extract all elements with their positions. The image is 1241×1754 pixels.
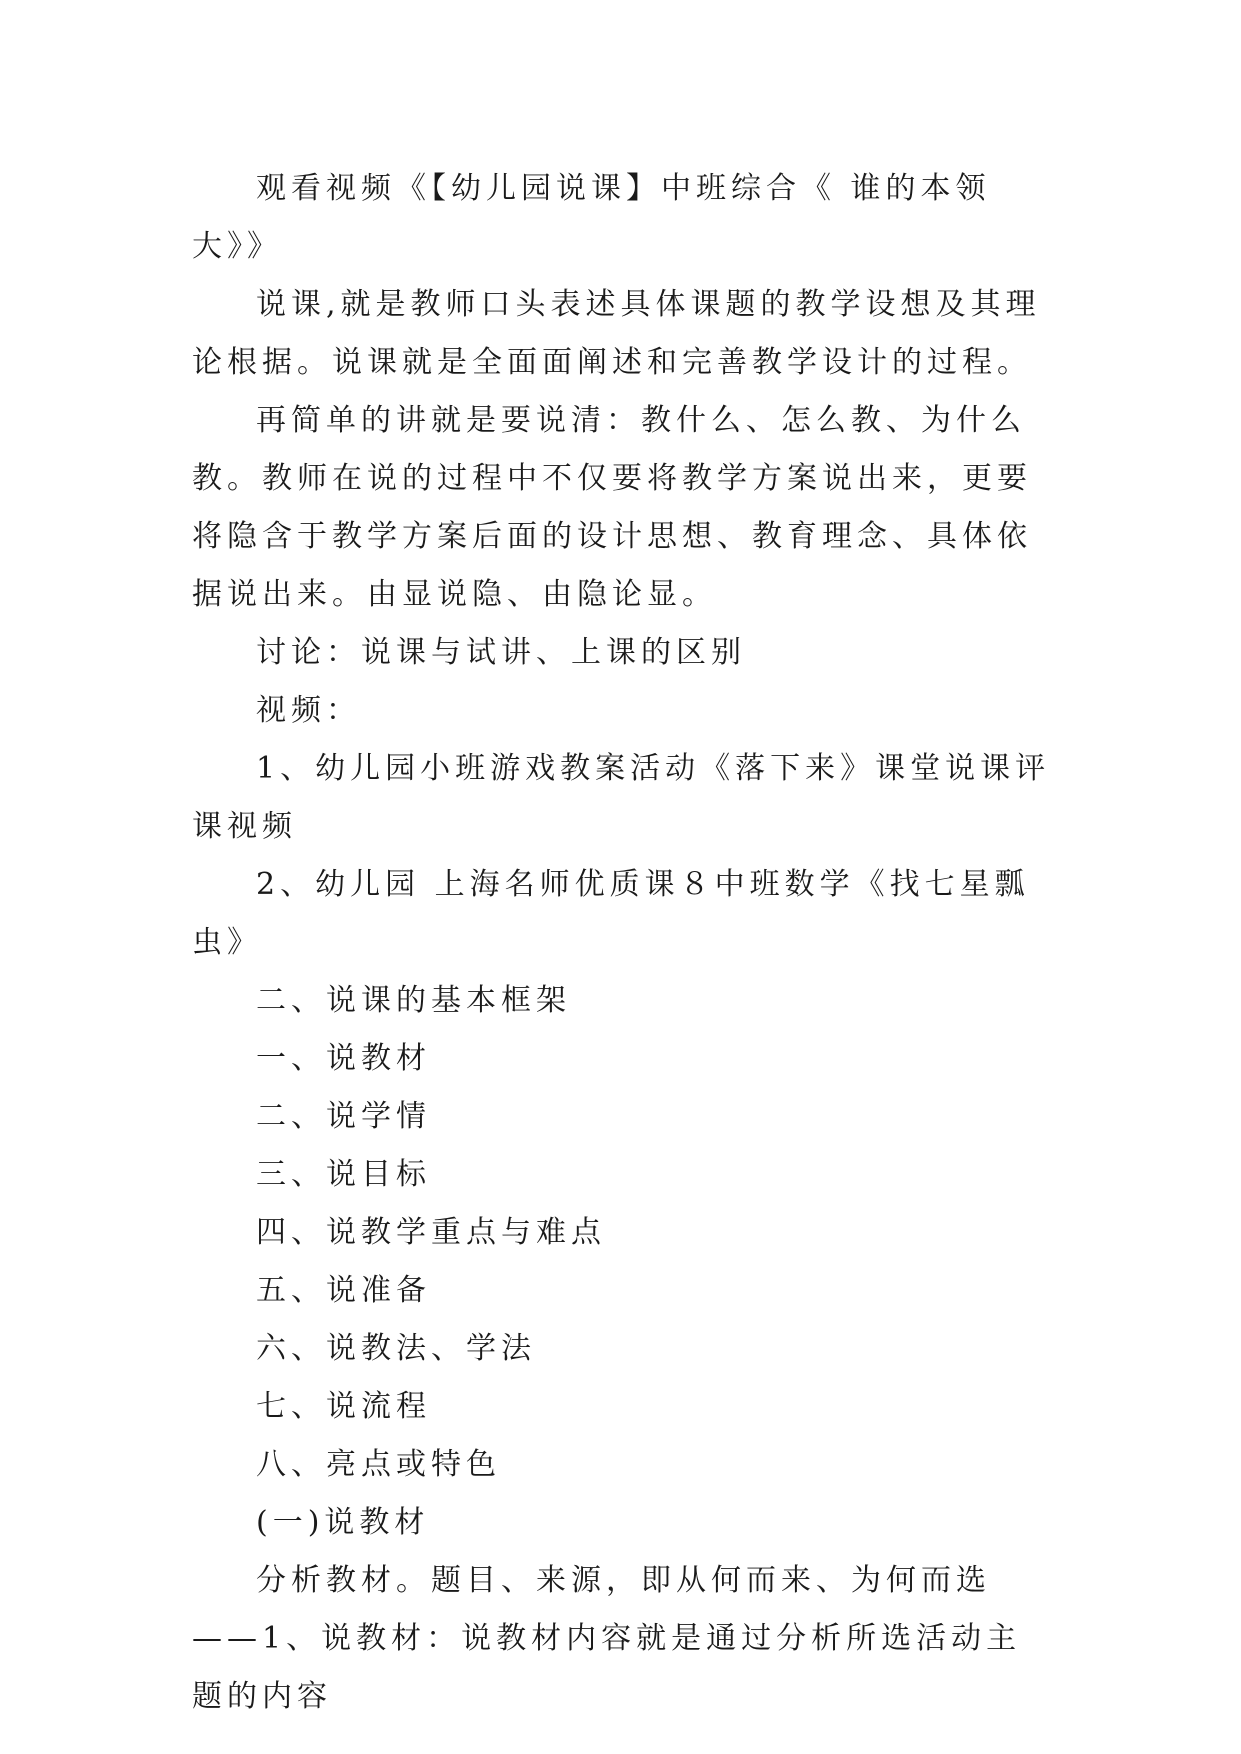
heading-framework: 二、说课的基本框架 xyxy=(256,983,571,1018)
paragraph-discussion: 讨论：说课与试讲、上课的区别 xyxy=(256,635,746,670)
paragraph-explanation: 再简单的讲就是要说清：教什么、怎么教、为什么教。教师在说的过程中不仅要将教学方案说出来，更要将隐含于教学方案后面的设计思想、教育理念、具体依据说出来。由显说隐、由隐论显。 xyxy=(192,403,1032,612)
paragraph-video-item-1: 1、幼儿园小班游戏教案活动《落下来》课堂说课评课视频 xyxy=(192,751,1051,844)
list-item-learners: 二、说学情 xyxy=(256,1099,431,1134)
list-item-materials: 一、说教材 xyxy=(256,1041,431,1076)
paragraph-video-item-2: 2、幼儿园 上海名师优质课８中班数学《找七星瓢虫》 xyxy=(192,867,1030,960)
paragraph-video-title: 观看视频《【幼儿园说课】中班综合《 谁的本领大》》 xyxy=(192,171,991,264)
list-item-process: 七、说流程 xyxy=(256,1389,431,1424)
document-body xyxy=(192,160,1052,1726)
paragraph-definition: 说课,就是教师口头表述具体课题的教学设想及其理论根据。说课就是全面面阐述和完善教学设计的过程。 xyxy=(192,287,1041,380)
paragraph-video-label: 视频： xyxy=(256,693,361,728)
paragraph-analysis: 分析教材。题目、来源，即从何而来、为何而选——1、说教材：说教材内容就是通过分析所选活动主题的内容 xyxy=(192,1563,1022,1714)
list-item-goals: 三、说目标 xyxy=(256,1157,431,1192)
section-heading-materials: (一)说教材 xyxy=(256,1505,430,1540)
list-item-highlights: 八、亮点或特色 xyxy=(256,1447,501,1482)
list-item-methods: 六、说教法、学法 xyxy=(256,1331,536,1366)
list-item-preparation: 五、说准备 xyxy=(256,1273,431,1308)
list-item-key-points: 四、说教学重点与难点 xyxy=(256,1215,606,1250)
